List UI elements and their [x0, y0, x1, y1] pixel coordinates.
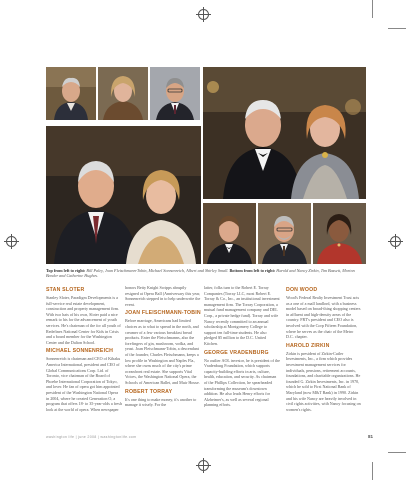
photo-michael-sonnenreich [150, 67, 200, 120]
registration-mark-icon [390, 236, 401, 247]
heading-george-vradenburg: GEORGE VRADENBURG [204, 349, 269, 356]
registration-mark-icon [6, 236, 17, 247]
photo-tim-bassett [203, 203, 256, 264]
page-footer: washington life | june 2008 | washingtonlife.com [46, 435, 137, 439]
photo-morton-bender [258, 203, 311, 264]
body-paragraph: Sonnenreich is chairman and CEO of Kibaku America International, president and CEO of Global Communications Corp. Ltd. of Toronto, vice chairman of the Board of Phoebe International Corporation of Tokyo, and lover. He fan of opera got him appointed president of the Washington National Opera in 2004, where he created Generation O, a program that offers 18- to 35-year-olds a fresh look at the world of opera. When newspaper [46, 356, 122, 412]
body-paragraph: honors Betty Knight Scripps abruptly resigned at Opera Ball (Anniversary this year, Sonnenreich stepped in to help underwrite the event. [125, 285, 201, 307]
caption-top-label: Top from left to right: [46, 268, 86, 273]
registration-mark-icon [198, 460, 209, 471]
text-column-3 [204, 285, 280, 411]
text-column-4 [286, 285, 362, 415]
photo-harold-and-nancy-zirkin [46, 126, 201, 264]
crop-mark [388, 28, 406, 29]
heading-stan-sloter: STAN SLOTER [46, 287, 85, 293]
crop-mark [372, 0, 373, 18]
photo-joan-fleischmann-tobin [98, 67, 148, 120]
crop-mark [372, 462, 373, 480]
heading-joan-fleischmann-tobin: JOAN FLEISCHMANN-TOBIN [125, 310, 201, 317]
caption-bottom-label: Bottom from left to right: [229, 268, 276, 273]
body-paragraph: Before marriage, Americans had limited choices as to what to spread in the north, and creamer of a few various breakfast bread products. Enter the Fleischmanns, also the forefingers of gin, mushroom, vodka, and yeast. Joan Fleischmann-Tobin, a descendant of the founder, Charles Fleischmann, keeps a low profile in Washington and Naples Fla., where she owns much of the city's prime oceanfront real estate. She supports Vital Voices, the Washington National Opera, the Schools of American Ballet, and Muir House. [125, 318, 200, 385]
body-paragraph: No outlier AOL investor, he is president of the Vradenburg Foundation, which supports capacity-building efforts in arts, culture, health, education, and security. As chairman of the Phillips Collection, he spearheaded transforming the museum's downtown addition. He also leads Henry efforts for Alzheimer's, as well as several regional planning efforts. [204, 357, 280, 408]
page-number: 81 [368, 434, 374, 439]
heading-michael-sonnenreich: MICHAEL SONNENREICH [46, 348, 114, 355]
body-paragraph: latter, folks turn to the Robert E. Torray Companies (Torray LLC, most Robert E. Torray & Co., Inc., an institutional investment management firm. The Torray Corporation, a mutual fund management company and DEL Corp., a private hedge fund). Torray and wife Nancy recently committed to an annual scholarship at Montgomery College to support ten full-time students. He also pledged $5 million to the D.C. United Kitchen. [204, 285, 280, 346]
crop-mark [388, 452, 406, 453]
body-paragraph: It's one thing to make money, it's another to manage it wisely. For the [125, 396, 197, 408]
photo-caption [46, 268, 366, 279]
caption-bottom-names: Harold and Nancy Zirkin, Tim Bassett, Morton Bender and Catherine Hughes. [46, 268, 355, 279]
heading-robert-torray: ROBERT TORRAY [125, 388, 173, 395]
body-paragraph: Wood's Federal Realty Investment Trust acts as a one of a mall landlord, with a business model based on broad-thing shopping centers in affluent and high-density areas of the country. FRT's president and CEO also is involved with the Corp Fifteen Foundation, where he serves as the chair of the Metro D.C. chapter. [286, 295, 361, 340]
photo-bill-paley [46, 67, 96, 120]
heading-don-wood: DON WOOD [286, 287, 318, 293]
photo-albert-and-shirley-small [203, 67, 366, 199]
heading-harold-zirkin: HAROLD ZIRKIN [286, 342, 330, 349]
registration-mark-icon [198, 9, 209, 20]
text-column-1 [46, 285, 122, 415]
photo-catherine-hughes [313, 203, 366, 264]
body-paragraph: Stanley Sloter, Paradigm Developments is a full-service real estate development, construction and property management firm. With two hats of his own, Sloter paid a nice remark to his for the advancement of youth services. He's chairman of the for all youth of Redefines National Center for Kids in Crisis and a board member for the Washington Center and the Dalton School. [46, 295, 121, 345]
caption-top-names: Bill Paley, Joan Fleischmann-Tobin, Michael Sonnenreich, Albert and Shirley Small. [86, 268, 229, 273]
text-column-2 [125, 285, 201, 411]
body-paragraph: Zirkin is president of Zirkin-Cutler Investments, Inc., a firm which provides investment management services for individuals, pensions, retirement accounts, foundations, and charitable organizations. He founded G. Zirkin Investments, Inc. in 1970, which he sold to First National Bank of Maryland (now M&T Bank) in 1990. Zirkin and his wife Nancy are heavily involved in civil rights activities, with Nancy focusing on women's rights. [286, 350, 361, 412]
